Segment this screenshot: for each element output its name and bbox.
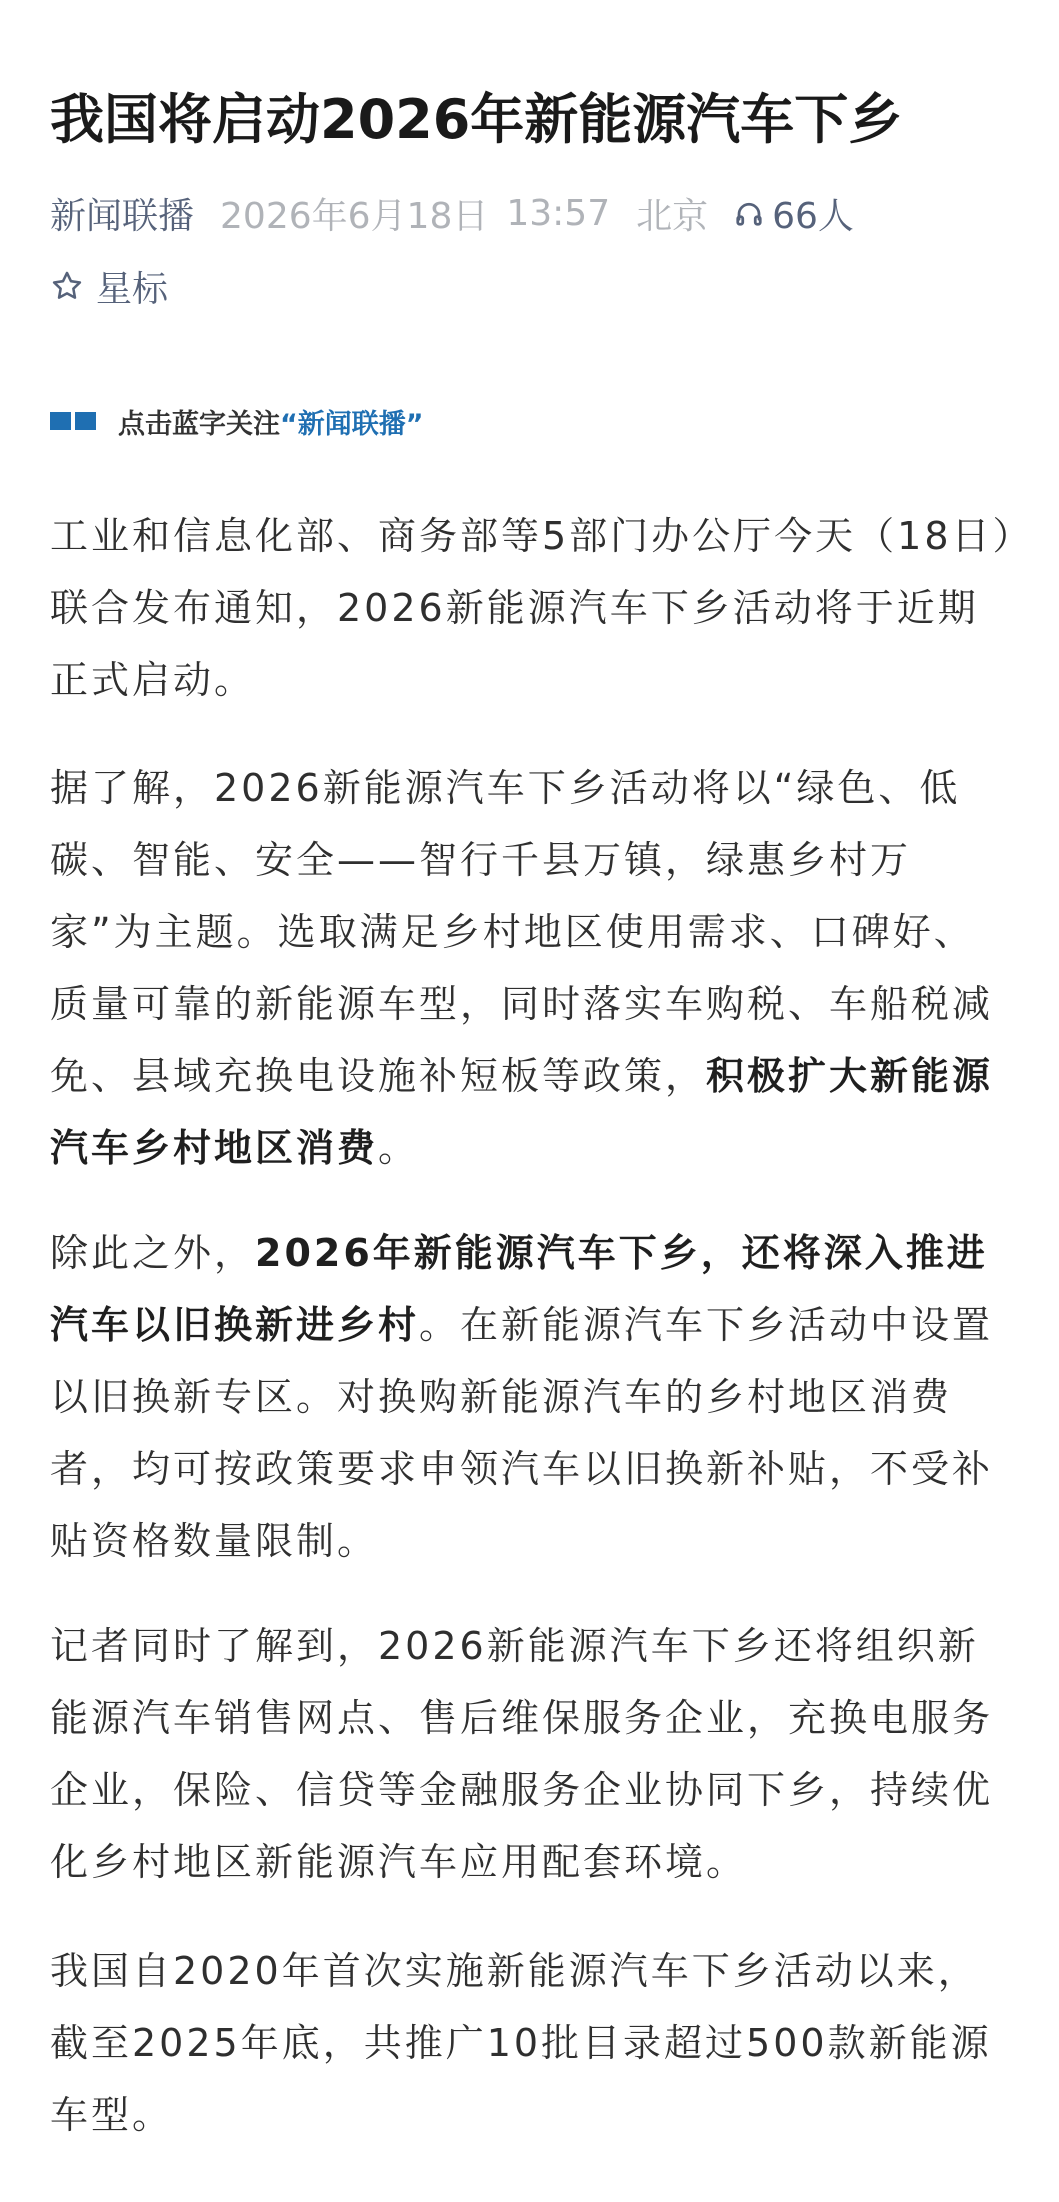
headphones-icon bbox=[734, 198, 764, 228]
listener-count: 66人 bbox=[772, 195, 854, 237]
article-paragraph-4: 记者同时了解到，2026新能源汽车下乡还将组织新能源汽车销售网点、售后维保服务企业，充换电服务企业，保险、信贷等金融服务企业协同下乡，持续优化乡村地区新能源汽车应用配套环境。 bbox=[50, 1624, 994, 1884]
paragraph-3-start: 除此之外， bbox=[50, 1231, 256, 1275]
paragraph-3-bold: 2026年新能源汽车下乡，还将深入推进汽车以旧换新进乡村 bbox=[50, 1231, 988, 1347]
star-outline-icon bbox=[50, 269, 84, 303]
article-title: 我国将启动2026年新能源汽车下乡 bbox=[50, 88, 903, 151]
publish-time: 13:57 bbox=[506, 192, 611, 234]
publish-location: 北京 bbox=[636, 195, 709, 237]
article-paragraph-2 bbox=[50, 752, 1015, 1184]
article-paragraph-3 bbox=[50, 1217, 1015, 1577]
article-meta bbox=[50, 185, 1010, 241]
paragraph-3-text: 。在新能源汽车下乡活动中设置以旧换新专区。对换购新能源汽车的乡村地区消费者，均可按政策要求申领汽车以旧换新补贴，不受补贴资格数量限制。 bbox=[50, 1303, 994, 1563]
star-button[interactable] bbox=[50, 258, 168, 314]
follow-prefix: 点击蓝字关注 bbox=[118, 408, 280, 440]
article-paragraph-5: 我国自2020年首次实施新能源汽车下乡活动以来，截至2025年底，共推广10批目录超过500款新能源车型。 bbox=[50, 1949, 992, 2137]
account-name-link[interactable]: 新闻联播 bbox=[50, 195, 195, 237]
listen-button[interactable] bbox=[734, 188, 854, 239]
article-paragraph-1: 工业和信息化部、商务部等5部门办公厅今天（18日）联合发布通知，2026新能源汽车下乡活动将于近期正式启动。 bbox=[50, 514, 1015, 702]
paragraph-2-text: 据了解，2026新能源汽车下乡活动将以“绿色、低碳、智能、安全——智行千县万镇，绿惠乡村万家”为主题。选取满足乡村地区使用需求、口碑好、质量可靠的新能源车型，同时落实车购税、车船税减免、县域充换电设施补短板等政策， bbox=[50, 766, 994, 1098]
twin-blocks-icon bbox=[50, 412, 100, 430]
follow-account-name: “新闻联播” bbox=[280, 408, 424, 440]
star-label: 星标 bbox=[96, 268, 169, 310]
paragraph-2-bold: 积极扩大新能源汽车乡村地区消费 bbox=[50, 1054, 994, 1170]
follow-prompt[interactable] bbox=[50, 398, 424, 444]
publish-date: 2026年6月18日 bbox=[220, 195, 489, 237]
paragraph-2-end: 。 bbox=[378, 1126, 420, 1170]
